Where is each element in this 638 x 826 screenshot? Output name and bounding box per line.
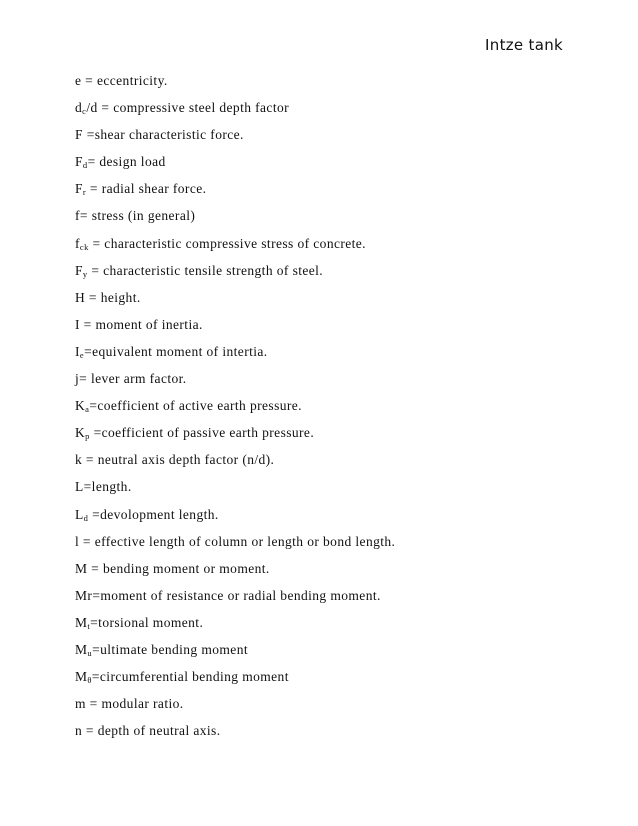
notation-item bbox=[75, 533, 395, 560]
notation-definition: = height. bbox=[85, 289, 141, 305]
notation-item bbox=[75, 72, 395, 99]
notation-definition: =shear characteristic force. bbox=[82, 127, 244, 143]
notation-definition: =torsional moment. bbox=[90, 614, 204, 630]
notation-symbol: j bbox=[75, 371, 80, 387]
notation-subscript: r bbox=[82, 187, 87, 198]
notation-symbol: F bbox=[75, 154, 83, 170]
notation-symbol: M bbox=[75, 641, 88, 657]
notation-item bbox=[75, 506, 395, 533]
notation-subscript: e bbox=[79, 349, 85, 360]
notation-definition: = lever arm factor. bbox=[79, 371, 187, 387]
notation-item bbox=[75, 424, 395, 451]
notation-item bbox=[75, 153, 395, 180]
notation-definition: =circumferential bending moment bbox=[91, 669, 289, 685]
notation-symbol: L bbox=[75, 506, 84, 522]
notation-symbol: K bbox=[75, 398, 86, 414]
notation-item bbox=[75, 695, 395, 722]
notation-list bbox=[75, 72, 395, 749]
notation-item bbox=[75, 370, 395, 397]
notation-definition: =equivalent moment of intertia. bbox=[84, 343, 268, 359]
notation-definition: = radial shear force. bbox=[86, 181, 207, 197]
notation-definition: = effective length of column or length or bond length. bbox=[79, 533, 396, 549]
notation-subscript: d bbox=[83, 512, 89, 523]
notation-definition: /d = compressive steel depth factor bbox=[86, 100, 290, 116]
notation-item bbox=[75, 262, 395, 289]
notation-subscript: θ bbox=[87, 675, 92, 686]
notation-symbol: L bbox=[75, 479, 84, 495]
notation-symbol: e bbox=[75, 73, 82, 88]
notation-symbol: f bbox=[75, 235, 80, 251]
notation-symbol: M bbox=[75, 560, 88, 576]
notation-item bbox=[75, 478, 395, 505]
notation-item bbox=[75, 99, 395, 126]
notation-item bbox=[75, 289, 395, 316]
notation-item bbox=[75, 126, 395, 153]
notation-symbol: I bbox=[75, 343, 80, 359]
notation-definition: = modular ratio. bbox=[85, 696, 184, 712]
notation-item bbox=[75, 180, 395, 207]
notation-item bbox=[75, 343, 395, 370]
page-header-title: Intze tank bbox=[485, 36, 563, 54]
notation-symbol: M bbox=[75, 669, 88, 685]
notation-symbol: Mr bbox=[75, 587, 93, 603]
notation-subscript: a bbox=[85, 404, 90, 415]
notation-item bbox=[75, 641, 395, 668]
notation-item bbox=[75, 722, 395, 749]
notation-symbol: f bbox=[75, 208, 80, 224]
notation-definition: = depth of neutral axis. bbox=[82, 723, 221, 739]
notation-definition: =length. bbox=[83, 479, 132, 495]
notation-subscript: p bbox=[85, 431, 90, 442]
notation-symbol: K bbox=[75, 425, 86, 441]
notation-symbol: M bbox=[75, 614, 88, 630]
notation-item bbox=[75, 614, 395, 641]
notation-definition: = neutral axis depth factor (n/d). bbox=[82, 452, 275, 468]
notation-definition: = design load bbox=[87, 154, 166, 170]
notation-subscript: ck bbox=[79, 241, 89, 252]
notation-item bbox=[75, 235, 395, 262]
notation-item bbox=[75, 397, 395, 424]
notation-item bbox=[75, 668, 395, 695]
notation-item bbox=[75, 560, 395, 587]
notation-item bbox=[75, 316, 395, 343]
notation-symbol: l bbox=[75, 533, 80, 549]
notation-symbol: F bbox=[75, 181, 83, 197]
notation-symbol: F bbox=[75, 127, 83, 143]
notation-definition: = eccentricity. bbox=[81, 73, 168, 88]
notation-item bbox=[75, 207, 395, 234]
notation-subscript: d bbox=[82, 160, 88, 171]
notation-subscript: u bbox=[87, 647, 93, 658]
notation-definition: = bending moment or moment. bbox=[87, 560, 270, 576]
notation-symbol: d bbox=[75, 100, 83, 116]
notation-symbol: H bbox=[75, 289, 86, 305]
notation-symbol: n bbox=[75, 723, 83, 739]
notation-symbol: k bbox=[75, 452, 83, 468]
notation-subscript: c bbox=[82, 106, 87, 117]
notation-symbol: m bbox=[75, 696, 86, 712]
notation-definition: =coefficient of passive earth pressure. bbox=[89, 425, 315, 441]
notation-definition: =devolopment length. bbox=[88, 506, 219, 522]
notation-definition: =moment of resistance or radial bending moment. bbox=[92, 587, 381, 603]
notation-item bbox=[75, 587, 395, 614]
notation-symbol: I bbox=[75, 316, 80, 332]
notation-subscript: y bbox=[82, 268, 88, 279]
notation-definition: = stress (in general) bbox=[79, 208, 196, 224]
notation-definition: = characteristic compressive stress of concrete. bbox=[88, 235, 366, 251]
notation-symbol: F bbox=[75, 262, 83, 278]
notation-item bbox=[75, 451, 395, 478]
notation-definition: = moment of inertia. bbox=[79, 316, 203, 332]
notation-definition: =ultimate bending moment bbox=[92, 641, 249, 657]
notation-subscript: t bbox=[87, 620, 91, 631]
notation-definition: =coefficient of active earth pressure. bbox=[89, 398, 302, 414]
notation-definition: = characteristic tensile strength of steel. bbox=[87, 262, 324, 278]
